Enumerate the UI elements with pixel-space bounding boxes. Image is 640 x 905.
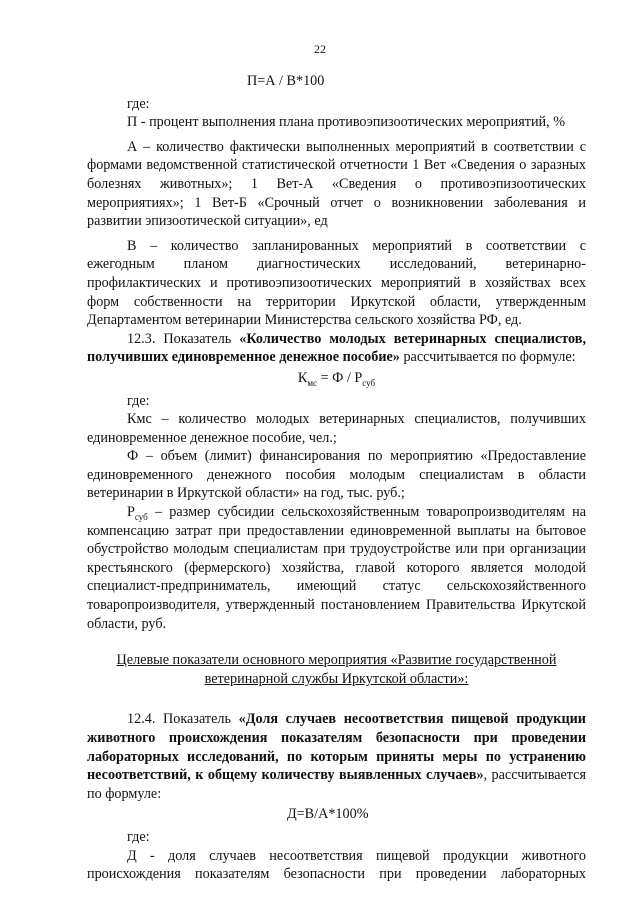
formula-k-sub: мс [307,377,318,388]
item-12-4-suffix: , рассчитывается по формуле: [87,767,586,802]
item-12-3-title: «Количество молодых ветеринарных специалистов, получивших единовременное денежное пособие» [87,330,586,366]
definition-r-text: – размер субсидии сельскохозяйственным товаропроизводителям на компенсацию затрат при предоставлении единовременной выплаты на бытовое обустройство молодым специалистам при трудоустройстве или при организации крестьянского (фермерского) хозяйства, главой которого является молодой специалист-предприниматель, имеющий статус сельскохозяйственного товаропроизводителя, утвержденный постановлением Правительства Иркутской области, руб. [87,504,586,632]
item-12-4-title: «Доля случаев несоответствия пищевой продукции животного происхождения показателям безопасности при проведении лабораторных исследований, по которым приняты меры по устранению несоответствий, к общему количеству выявленных случаев» [87,711,586,784]
formula-k-main: К [297,369,308,386]
section-heading-line1: Целевые показатели основного мероприятия «Развитие государственной [116,652,557,669]
definition-r-sub: суб [134,511,148,522]
item-12-3-prefix: 12.3. Показатель [127,330,240,347]
section-heading [87,651,586,688]
definition-f: Ф – объем (лимит) финансирования по мероприятию «Предоставление единовременного денежного пособия молодым специалистам в области ветеринарии в Иркутской области» на год, тыс. руб.; [87,448,586,502]
formula-k-sub2: суб [362,377,376,388]
item-12-4 [87,710,586,803]
where-label: где: [127,392,150,409]
where-label: где: [127,95,150,112]
definition-p: П - процент выполнения плана противоэпизоотических мероприятий, % [127,114,566,131]
definition-r [87,503,586,633]
page-number: 22 [314,42,326,56]
formula-k-mid: = Ф / Р [317,369,363,386]
document-body [87,70,586,884]
definition-d: Д - доля случаев несоответствия пищевой продукции животного происхождения показателям безопасности при проведении лабораторных [87,847,586,883]
where-label: где: [127,828,150,845]
definition-b: В – количество запланированных мероприятий в соответствии с ежегодным планом диагностических исследований, ветеринарно-профилактических и противоэпизоотических мероприятий в хозяйствах всех форм собственности на территории Иркутской области, утвержденным Департаментом ветеринарии Министерства сельского хозяйства РФ, ед. [87,237,586,329]
formula-p: П=А / В*100 [247,73,325,89]
definition-kms: Кмс – количество молодых ветеринарных специалистов, получивших единовременное денежное пособие, чел.; [87,411,586,446]
item-12-3 [87,330,586,367]
formula-d: Д=В/А*100% [287,806,369,823]
item-12-3-suffix: рассчитывается по формуле: [399,349,576,366]
definition-r-main: Р [127,504,135,521]
section-heading-line2: ветеринарной службы Иркутской области»: [204,670,469,687]
item-12-4-prefix: 12.4. Показатель [127,711,239,728]
definition-a: А – количество фактически выполненных мероприятий в соответствии с формами ведомственной статистической отчетности 1 Вет «Сведения о заразных болезнях животных»; 1 Вет-А «Сведения о противоэпизоотических мероприятиях»; 1 Вет-Б «Срочный отчет о возникновении заболевания и развитии эпизоотической ситуации», ед [87,138,586,230]
formula-kms [87,369,586,388]
